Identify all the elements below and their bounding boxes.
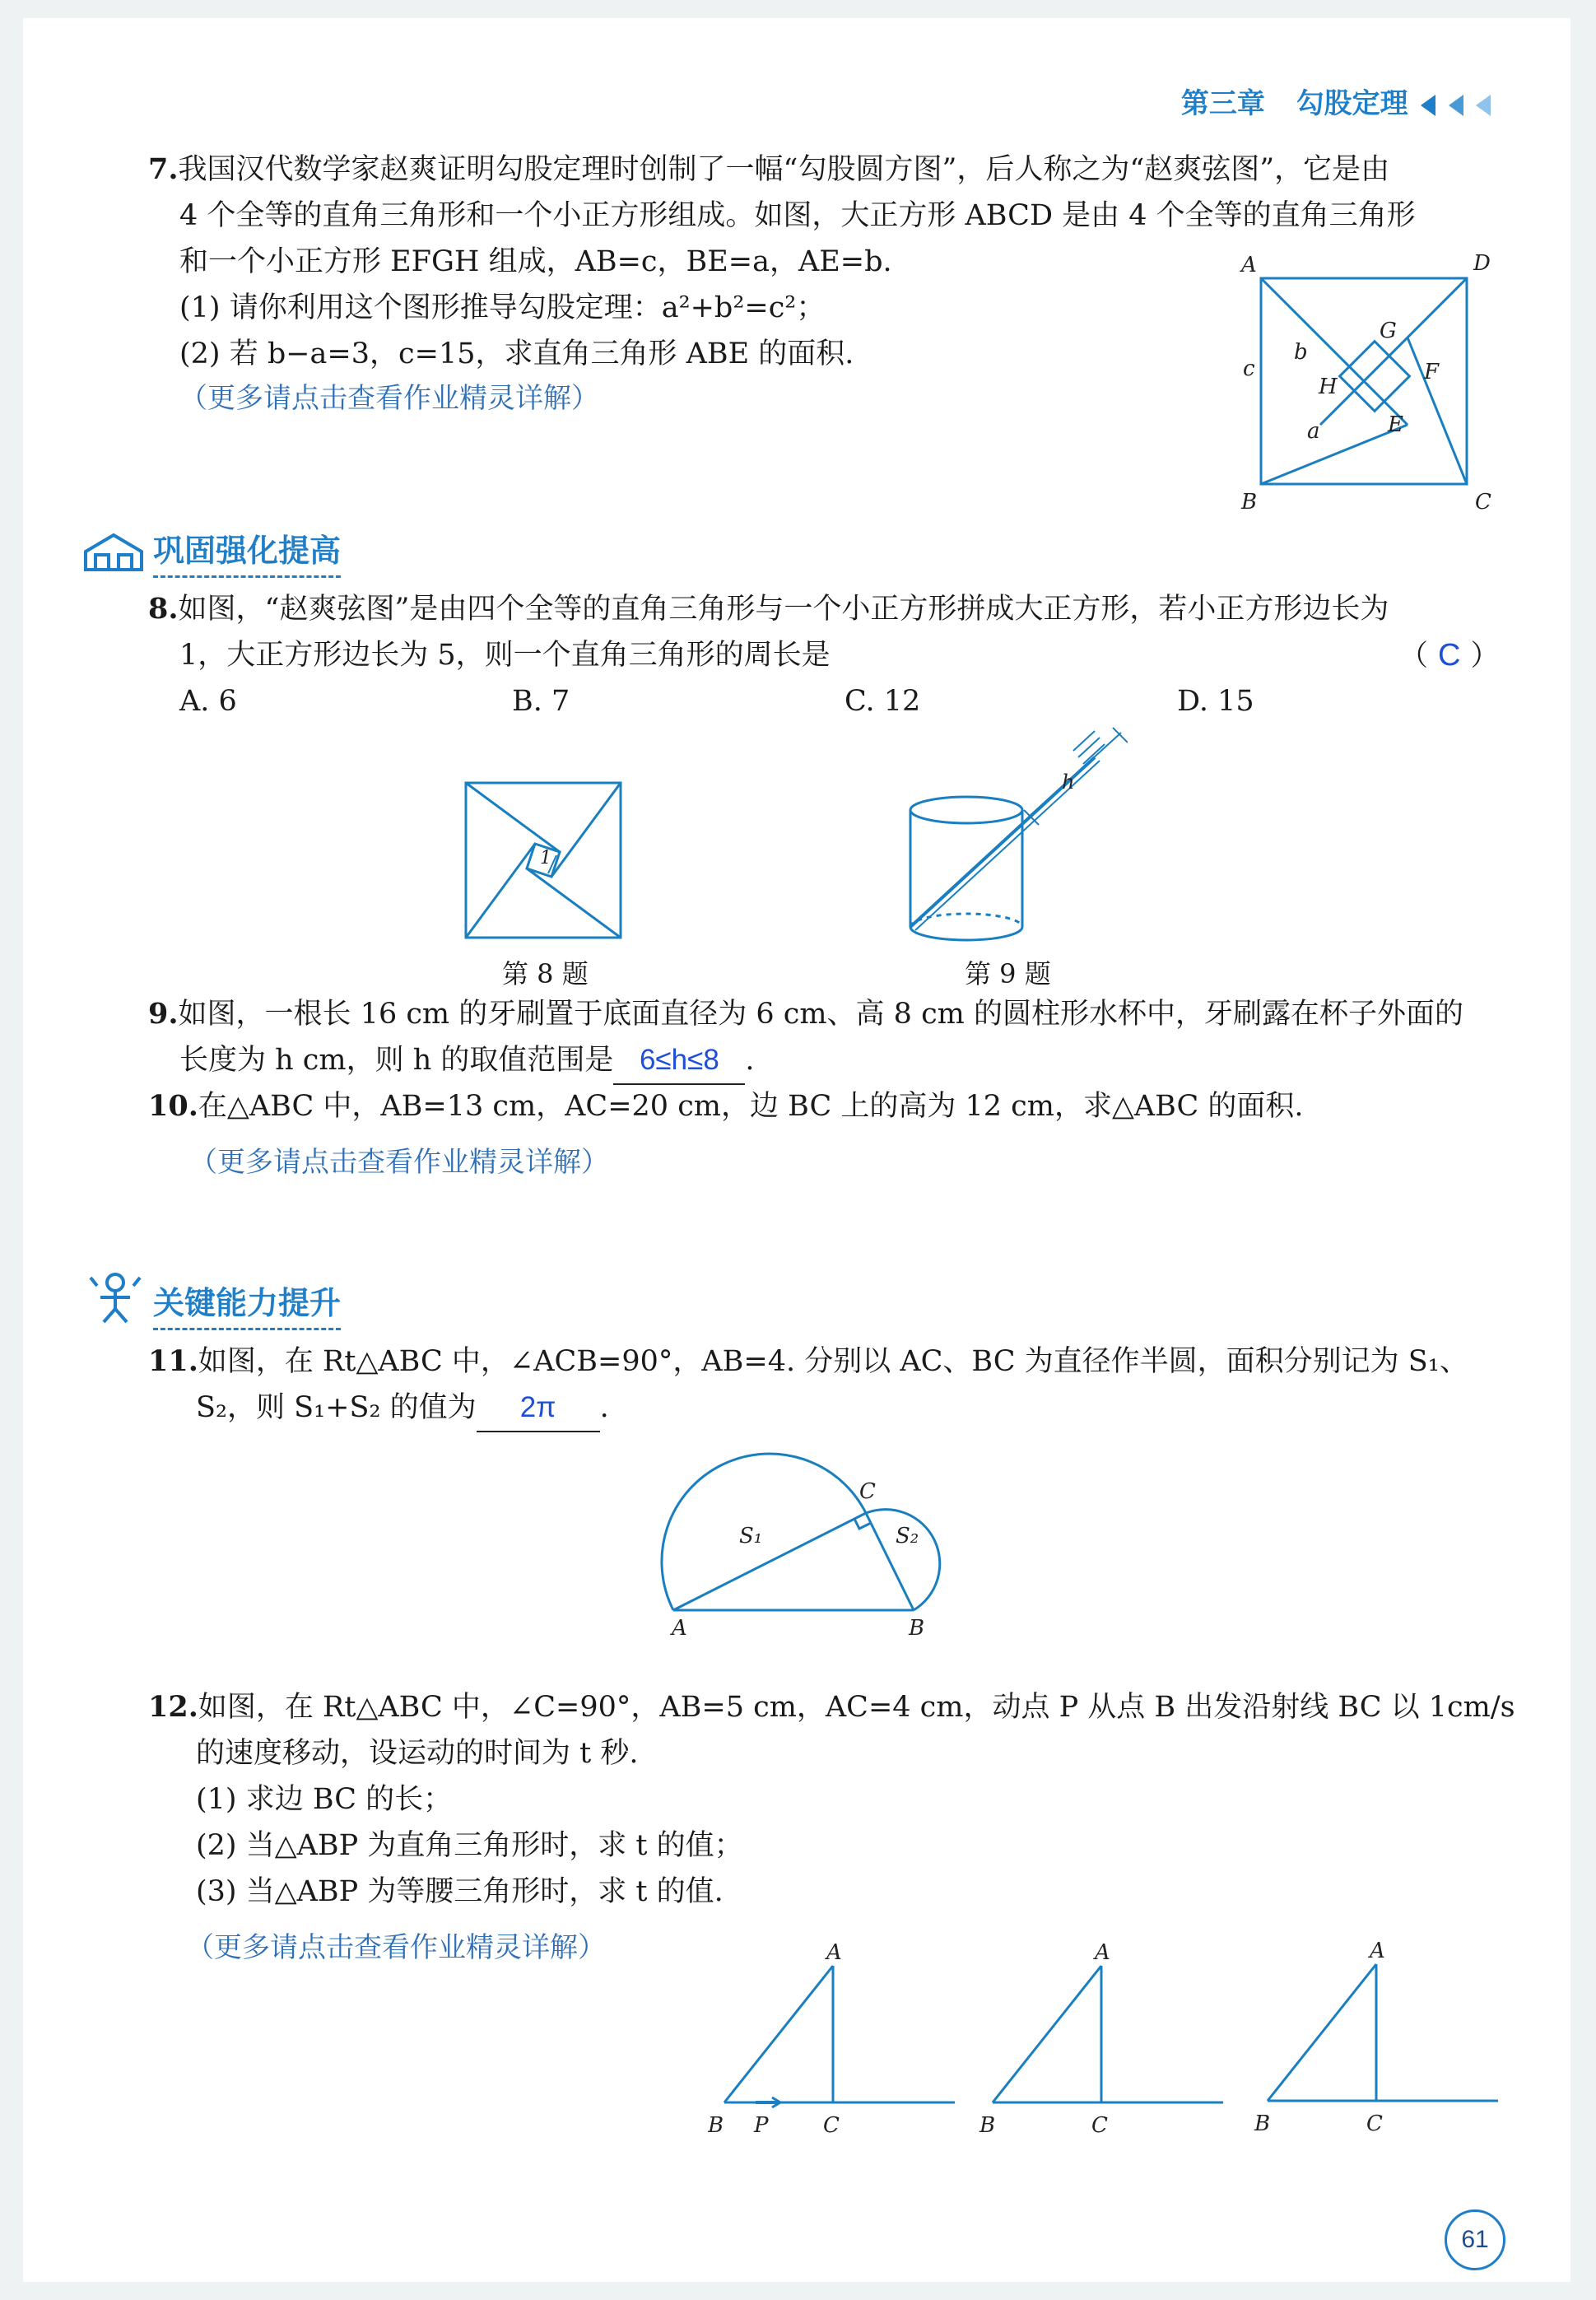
q7-label-D: D <box>1473 251 1491 276</box>
q9-answer: 6≤h≤8 <box>639 1044 719 1076</box>
q10-number: 10. <box>148 1089 198 1123</box>
q10-more-link[interactable]: （更多请点击查看作业精灵详解） <box>189 1146 609 1179</box>
q12-more-link[interactable]: （更多请点击查看作业精灵详解） <box>186 1931 606 1964</box>
q8-fig-label: 1 <box>540 848 551 868</box>
q8-figure <box>461 778 626 943</box>
q9-answer-blank <box>613 1037 745 1085</box>
arrow-left-icon <box>1421 95 1435 116</box>
page-number: 61 <box>1445 2209 1505 2270</box>
q12-part3: (3) 当△ABP 为等腰三角形时，求 t 的值. <box>196 1875 724 1908</box>
chapter-label: 第三章 <box>1180 88 1265 119</box>
q8-line1 <box>148 586 1389 632</box>
q8-option-b: B. 7 <box>512 685 570 718</box>
q11-answer-blank <box>477 1385 600 1432</box>
q12-f3-label-A: A <box>1370 1939 1385 1963</box>
q7-label-a: a <box>1307 419 1320 444</box>
q7-label-H: H <box>1319 375 1338 399</box>
q12-f1-label-C: C <box>823 2113 840 2138</box>
q7-label-b: b <box>1294 340 1308 365</box>
q11-text-2: S₂，则 S₁+S₂ 的值为 <box>196 1391 477 1424</box>
q7-line-BE <box>1261 425 1408 484</box>
q7-more-link[interactable]: （更多请点击查看作业精灵详解） <box>179 382 599 415</box>
chapter-header <box>1181 81 1491 121</box>
q11-text-1: 如图，在 Rt△ABC 中，∠ACB=90°，AB=4. 分别以 AC、BC 为直径作半圆，面积分别记为 S₁、 <box>198 1345 1468 1378</box>
q9-line1 <box>148 991 1463 1037</box>
q7-label-B: B <box>1241 490 1258 514</box>
q7-line1 <box>148 147 1389 193</box>
q11-line2 <box>196 1385 609 1432</box>
q8-answer-paren <box>1399 632 1499 679</box>
q12-f1-label-P: P <box>754 2113 769 2138</box>
q9-number: 9. <box>148 997 179 1031</box>
q7-number: 7. <box>148 152 179 186</box>
q8-option-a: A. 6 <box>179 685 237 718</box>
q12-f1-label-A: A <box>826 1940 842 1965</box>
q7-label-G: G <box>1380 319 1397 343</box>
q8-text-1: 如图，“赵爽弦图”是由四个全等的直角三角形与一个小正方形拼成大正方形，若小正方形边长为 <box>178 593 1389 626</box>
q7-label-E: E <box>1388 412 1403 437</box>
section1-icon <box>81 528 147 576</box>
q7-line3: 和一个小正方形 EFGH 组成，AB=c，BE=a，AE=b. <box>179 245 892 278</box>
q11-number: 11. <box>148 1344 198 1378</box>
q9-period: . <box>745 1044 755 1077</box>
q9-text-1: 如图，一根长 16 cm 的牙刷置于底面直径为 6 cm、高 8 cm 的圆柱形水杯中，牙刷露在杯子外面的 <box>178 998 1463 1031</box>
q8-paren-right: ） <box>1470 640 1500 673</box>
q7-part2: (2) 若 b−a=3，c=15，求直角三角形 ABE 的面积. <box>179 338 854 370</box>
q11-label-S2: S₂ <box>896 1524 919 1548</box>
q11-label-A: A <box>672 1616 687 1638</box>
q7-label-F: F <box>1424 360 1440 384</box>
q7-small-square <box>1340 342 1410 412</box>
q11-line1 <box>148 1339 1468 1385</box>
q12-line2: 的速度移动，设运动的时间为 t 秒. <box>196 1737 639 1770</box>
q7-figure <box>1226 247 1506 519</box>
q11-label-S1: S₁ <box>739 1524 763 1548</box>
section2-icon <box>84 1269 147 1325</box>
q8-line2: 1，大正方形边长为 5，则一个直角三角形的周长是 <box>179 639 831 672</box>
q7-label-c: c <box>1243 356 1255 381</box>
q9-text-2: 长度为 h cm，则 h 的取值范围是 <box>179 1044 614 1077</box>
q12-f2-label-B: B <box>979 2113 996 2138</box>
arrow-left-icon <box>1476 95 1491 116</box>
q8-option-d: D. 15 <box>1177 685 1254 718</box>
q12-part1: (1) 求边 BC 的长； <box>196 1783 453 1816</box>
q9-fig-label: h <box>1062 771 1075 794</box>
q11-label-B: B <box>909 1616 925 1638</box>
q7-line-DH <box>1320 278 1467 425</box>
q12-f2-label-A: A <box>1095 1940 1110 1965</box>
q8-option-c: C. 12 <box>845 685 921 718</box>
q11-figure <box>650 1449 963 1638</box>
q12-figure-2 <box>976 1916 1231 2139</box>
q7-text-1: 我国汉代数学家赵爽证明勾股定理时创制了一幅“勾股圆方图”，后人称之为“赵爽弦图”，它是由 <box>178 153 1390 186</box>
q8-number: 8. <box>148 592 179 626</box>
arrow-left-icon <box>1449 95 1463 116</box>
q7-line2: 4 个全等的直角三角形和一个小正方形组成。如图，大正方形 ABCD 是由 4 个全等的直角三角形 <box>179 199 1416 232</box>
q12-part2: (2) 当△ABP 为直角三角形时，求 t 的值； <box>196 1829 743 1862</box>
q7-part1: (1) 请你利用这个图形推导勾股定理：a²+b²=c²； <box>179 291 826 324</box>
q8-caption: 第 8 题 <box>502 958 589 989</box>
q12-figure-1 <box>708 1916 963 2139</box>
q10-line1 <box>148 1083 1304 1129</box>
q8-paren-left: （ <box>1399 640 1429 673</box>
chapter-title: 勾股定理 <box>1296 88 1408 119</box>
q7-label-C: C <box>1475 490 1491 514</box>
q9-figure <box>897 724 1128 947</box>
q12-number: 12. <box>148 1690 198 1724</box>
section1-title: 巩固强化提高 <box>153 525 341 578</box>
q12-f2-label-C: C <box>1091 2113 1108 2138</box>
section2-title: 关键能力提升 <box>153 1278 341 1330</box>
q10-text-1: 在△ABC 中，AB=13 cm，AC=20 cm，边 BC 上的高为 12 cm，求△ABC 的面积. <box>198 1090 1304 1123</box>
q12-line1 <box>148 1684 1515 1730</box>
q11-label-C: C <box>859 1479 876 1504</box>
q12-f3-label-B: B <box>1254 2111 1271 2136</box>
q9-caption: 第 9 题 <box>965 958 1051 989</box>
q12-figure-3 <box>1251 1915 1506 2137</box>
q11-answer: 2π <box>519 1391 556 1423</box>
q12-f1-label-B: B <box>708 2113 724 2138</box>
q11-period: . <box>599 1391 609 1424</box>
q8-answer: C <box>1438 638 1461 673</box>
q12-f3-label-C: C <box>1366 2111 1383 2136</box>
q7-label-A: A <box>1241 253 1257 277</box>
q12-text-1: 如图，在 Rt△ABC 中，∠C=90°，AB=5 cm，AC=4 cm，动点 P 从点 B 出发沿射线 BC 以 1cm/s <box>198 1691 1515 1724</box>
q9-line2 <box>179 1037 755 1085</box>
